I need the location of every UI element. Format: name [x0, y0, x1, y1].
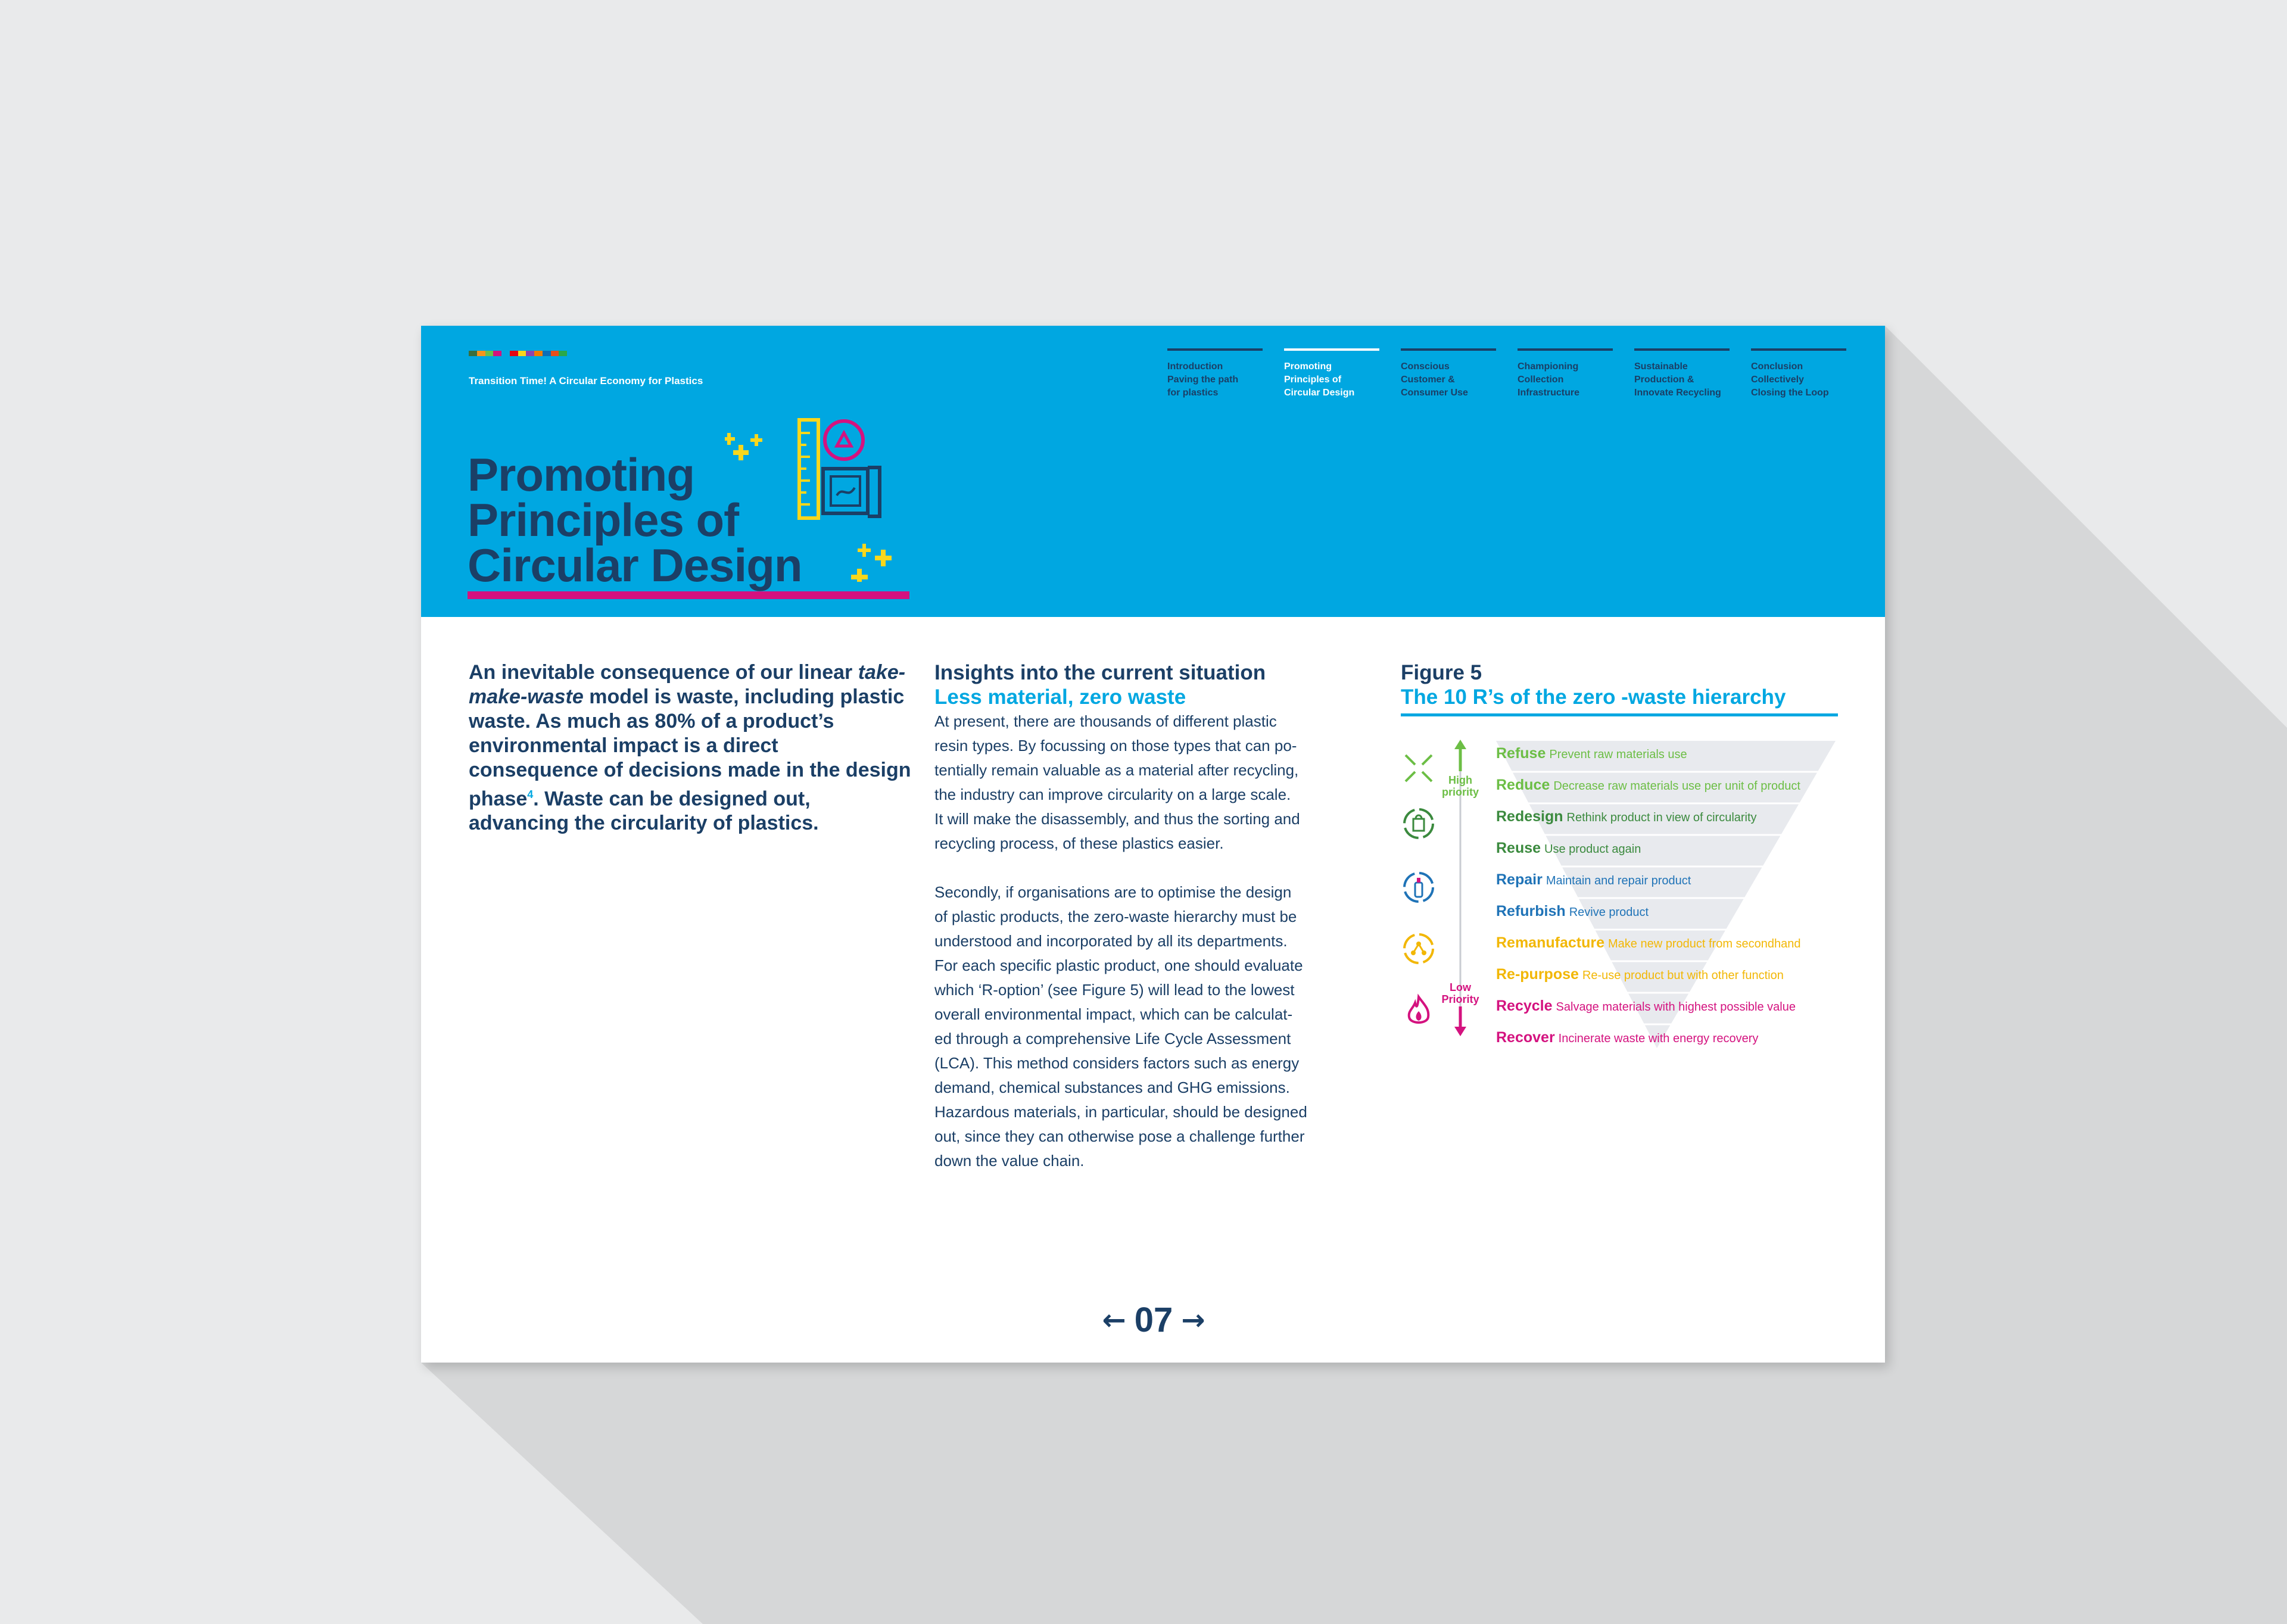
reuse-bag-icon: [1401, 806, 1437, 841]
hierarchy-term: Reuse: [1496, 840, 1541, 856]
figure-label: Figure 5: [1401, 661, 1482, 684]
high-priority-label: High priority: [1441, 774, 1479, 798]
color-stripe-segment: [485, 351, 494, 356]
insights-subheading: Less material, zero waste: [934, 685, 1186, 709]
page-number: 07: [1134, 1301, 1173, 1339]
hierarchy-desc: Decrease raw materials use per unit of product: [1553, 780, 1800, 793]
recover-flame-icon: [1401, 993, 1437, 1029]
intro-emphasis: take-make-waste: [469, 661, 906, 708]
nav-item-collection-infrastructure[interactable]: Championing Collection Infrastructure: [1518, 348, 1613, 400]
hierarchy-row-redesign: [1496, 805, 1757, 828]
hierarchy-desc: Use product again: [1544, 843, 1641, 856]
hierarchy-row-recover: [1496, 1025, 1758, 1049]
page-title-line: Circular Design: [468, 539, 802, 591]
shrink-arrows-icon: [1401, 750, 1437, 786]
hierarchy-term: Refuse: [1496, 745, 1546, 762]
hierarchy-desc: Salvage materials with highest possible value: [1556, 1000, 1796, 1014]
hierarchy-term: Remanufacture: [1496, 934, 1604, 951]
page-pager: [1091, 1299, 1216, 1341]
hierarchy-row-repair: [1496, 868, 1691, 892]
hierarchy-term: Recover: [1496, 1029, 1555, 1046]
zero-waste-hierarchy-figure: [1401, 738, 1842, 1048]
color-stripe-segment: [551, 351, 559, 356]
color-stripe-segment: [469, 351, 477, 356]
hierarchy-row-recycle: [1496, 994, 1796, 1018]
hierarchy-term: Repair: [1496, 871, 1543, 888]
intro-text: An inevitable consequence of our linear: [469, 661, 858, 684]
hierarchy-row-remanufacture: [1496, 931, 1801, 955]
color-stripe-segment: [510, 351, 518, 356]
hierarchy-term: Redesign: [1496, 808, 1563, 825]
intro-paragraph: [469, 660, 912, 836]
hierarchy-row-reuse: [1496, 836, 1641, 860]
hierarchy-desc: Revive product: [1569, 906, 1649, 919]
insights-paragraph: At present, there are thousands of different plastic resin types. By focussing on those types that can po- tentially remain valuable as a material after recycling, the industry can improve circularity on a large scale. It will make the disassembly, and thus the sorting and recycling process, of these plastics easier.: [934, 712, 1300, 852]
hierarchy-desc: Incinerate waste with energy recovery: [1558, 1032, 1759, 1045]
hierarchy-desc: Maintain and repair product: [1546, 874, 1691, 887]
hierarchy-desc: Re-use product but with other function: [1582, 969, 1784, 982]
hierarchy-row-repurpose: [1496, 962, 1784, 986]
hierarchy-term: Recycle: [1496, 998, 1553, 1014]
nav-item-circular-design[interactable]: Promoting Principles of Circular Design: [1284, 348, 1379, 400]
page-title-line: Principles of: [468, 494, 739, 546]
nav-item-consumer-use[interactable]: Conscious Customer & Consumer Use: [1401, 348, 1496, 400]
color-stripe-segment: [518, 351, 526, 356]
figure-rule: [1401, 713, 1838, 716]
figure-title: The 10 R’s of the zero -waste hierarchy: [1401, 685, 1786, 709]
nav-item-conclusion[interactable]: Conclusion Collectively Closing the Loop: [1751, 348, 1846, 400]
chapter-nav: [1167, 348, 1853, 408]
nav-item-sustainable-production[interactable]: Sustainable Production & Innovate Recycling: [1634, 348, 1730, 400]
previous-page-arrow-icon[interactable]: ←: [1102, 1304, 1126, 1337]
color-stripe-segment: [543, 351, 551, 356]
hierarchy-row-refuse: [1496, 741, 1687, 765]
hierarchy-term: Reduce: [1496, 777, 1550, 793]
hierarchy-desc: Prevent raw materials use: [1549, 748, 1687, 761]
hierarchy-desc: Make new product from secondhand: [1608, 937, 1801, 950]
insights-heading: Insights into the current situation: [934, 661, 1266, 684]
remanufacture-nodes-icon: [1401, 931, 1437, 967]
circular-design-illustration-icon: [725, 415, 927, 582]
page-header: [421, 326, 1885, 617]
insights-column: [934, 660, 1369, 1173]
hierarchy-term: Re-purpose: [1496, 966, 1579, 983]
low-priority-label: Low Priority: [1441, 981, 1479, 1005]
nav-item-introduction[interactable]: Introduction Paving the path for plastics: [1167, 348, 1263, 400]
repair-bottle-icon: [1401, 869, 1437, 905]
title-underline: [468, 591, 909, 599]
color-stripe-segment: [493, 351, 501, 356]
figure-column: [1401, 660, 1836, 1046]
intro-text: model is waste, including plastic waste. As much as 80% of a product’s environmental impact is a direct consequence of decisions made in the design phase: [469, 685, 911, 811]
report-page: [421, 326, 1885, 1363]
hierarchy-row-reduce: [1496, 773, 1800, 797]
insights-paragraph: Secondly, if organisations are to optimise the design of plastic products, the zero-waste hierarchy must be understood and incorporated by all its departments. For each specific plastic product, one should evaluate which ‘R-option’ (see Figure 5) will lead to the lowest overall environmental impact, which can be calculat- ed through a comprehensive Life Cycle Assessment (LCA). This method considers factors such as energy demand, chemical substances and GHG emissions. Hazardous materials, in particular, should be designed out, since they can otherwise pose a challenge further down the value chain.: [934, 883, 1307, 1170]
page-title-line: Promoting: [468, 448, 694, 501]
color-stripe-segment: [559, 351, 567, 356]
hierarchy-desc: Rethink product in view of circularity: [1566, 811, 1757, 824]
hierarchy-term: Refurbish: [1496, 903, 1566, 919]
color-stripe-segment: [477, 351, 485, 356]
footnote-marker[interactable]: 4: [527, 788, 534, 800]
color-stripe: [469, 351, 567, 356]
intro-text: . Waste can be designed out, advancing the circularity of plastics.: [469, 787, 819, 835]
report-title: Transition Time! A Circular Economy for Plastics: [469, 375, 703, 386]
next-page-arrow-icon[interactable]: →: [1181, 1304, 1205, 1337]
color-stripe-segment: [526, 351, 534, 356]
color-stripe-segment: [534, 351, 543, 356]
hierarchy-row-refurbish: [1496, 899, 1649, 923]
color-stripe-segment: [501, 351, 510, 356]
